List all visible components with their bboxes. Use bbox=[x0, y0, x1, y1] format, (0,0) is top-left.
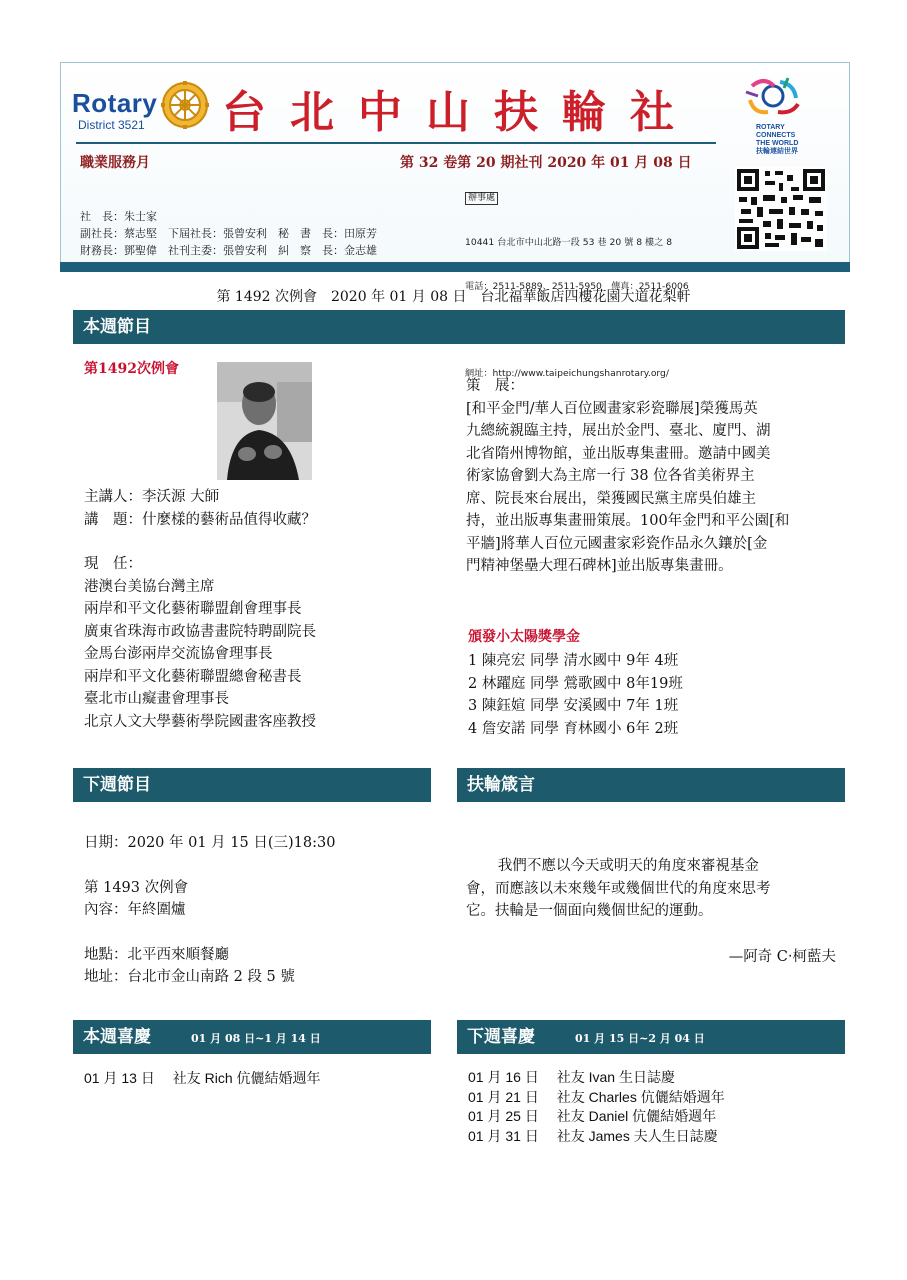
current-positions-label: 現 任： bbox=[84, 556, 142, 572]
next-meeting-venue: 地點：北平西來順餐廳 bbox=[84, 946, 229, 963]
rotary-wheel-icon bbox=[160, 80, 210, 130]
position-item: 臺北市山癡畫會理事長 bbox=[84, 691, 229, 707]
date-range: 01 月 08 日~1 月 14 日 bbox=[191, 1032, 321, 1045]
position-item: 兩岸和平文化藝術聯盟總會秘書長 bbox=[84, 668, 302, 685]
meeting-label: 第1492次例會 bbox=[84, 361, 179, 377]
scholarship-title: 頒發小太陽獎學金 bbox=[468, 629, 580, 645]
office-tag: 辦事處 bbox=[465, 192, 498, 205]
office-contact: 10441 台北市中山北路一段 53 巷 20 號 8 樓之 8 電話：2511-5889、2511-5950 傳真：2511-6006 網址：http://www.taipeichungshanrotary.org/ bbox=[465, 207, 689, 396]
speaker-name: 主講人：李沃源 大師 bbox=[84, 489, 220, 505]
next-meeting-number: 第 1493 次例會 bbox=[84, 879, 189, 896]
position-item: 港澳台美協台灣主席 bbox=[84, 578, 215, 595]
issue-line: 第 32 卷第 20 期社刊 2020 年 01 月 08 日 bbox=[400, 155, 692, 171]
rotary-wordmark: Rotary bbox=[72, 88, 158, 118]
list-item: 01 月 25 日 社友 Daniel 伉儷結婚週年 bbox=[468, 1108, 717, 1124]
club-title: 台北中山扶輪社 bbox=[222, 87, 698, 138]
meeting-info: 第 1492 次例會 2020 年 01 月 08 日 台北福華飯店四樓花園大道花梨軒 bbox=[216, 289, 691, 305]
this-week-section-bar: 本週節目 bbox=[73, 310, 845, 344]
next-week-celebrations-bar: 下週喜慶 01 月 15 日~2 月 04 日 bbox=[457, 1020, 845, 1054]
header-bottom-bar bbox=[60, 262, 850, 272]
speaker-info bbox=[84, 486, 424, 733]
website-link[interactable]: 網址：http://www.taipeichungshanrotary.org/ bbox=[465, 367, 669, 379]
next-week-details bbox=[84, 832, 424, 989]
next-meeting-address: 地址：台北市金山南路 2 段 5 號 bbox=[84, 969, 295, 985]
maxim-section-bar: 扶輪箴言 bbox=[457, 768, 845, 802]
curation-label: 策 展： bbox=[466, 378, 524, 394]
list-item: 01 月 16 日 社友 Ivan 生日誌慶 bbox=[468, 1069, 675, 1085]
list-item: 01 月 13 日 社友 Rich 伉儷結婚週年 bbox=[84, 1070, 321, 1086]
list-item: 01 月 31 日 社友 James 夫人生日誌慶 bbox=[468, 1127, 718, 1144]
position-item: 兩岸和平文化藝術聯盟創會理事長 bbox=[84, 601, 302, 617]
position-item: 北京人文大學藝術學院國畫客座教授 bbox=[84, 713, 316, 730]
position-item: 廣東省珠海市政協書畫院特聘副院長 bbox=[84, 623, 316, 640]
next-week-section-bar: 下週節目 bbox=[73, 768, 431, 802]
maxim-author: —阿奇 C‧柯藍夫 bbox=[728, 949, 836, 965]
list-item: 3 陳鈺媗 同學 安溪國中 7年 1班 bbox=[468, 698, 679, 714]
position-item: 金馬台澎兩岸交流協會理事長 bbox=[84, 646, 273, 662]
talk-topic: 講 題：什麼樣的藝術品值得收藏？ bbox=[84, 511, 316, 528]
list-item: 4 詹安諾 同學 育林國小 6年 2班 bbox=[468, 720, 679, 737]
rotary-connects-logo-icon bbox=[738, 74, 808, 124]
list-item: 1 陳亮宏 同學 清水國中 9年 4班 bbox=[468, 653, 679, 669]
scholarship-list bbox=[468, 650, 848, 740]
rotary-connects-text: ROTARY CONNECTS THE WORLD 扶輪連結世界 bbox=[756, 124, 799, 155]
next-meeting-date: 日期：2020 年 01 月 15 日(三)18:30 bbox=[84, 835, 336, 851]
this-week-celebrations-bar: 本週喜慶 01 月 08 日~1 月 14 日 bbox=[73, 1020, 431, 1054]
date-range: 01 月 15 日~2 月 04 日 bbox=[575, 1032, 705, 1045]
qr-code-icon bbox=[735, 167, 827, 251]
next-meeting-content: 內容：年終圍爐 bbox=[84, 902, 186, 918]
service-month: 職業服務月 bbox=[80, 155, 150, 171]
this-week-celebrations-list bbox=[84, 1068, 321, 1088]
header-divider bbox=[76, 142, 716, 144]
list-item: 2 林躍庭 同學 鶯歌國中 8年19班 bbox=[468, 675, 683, 692]
maxim-text: 我們不應以今天或明天的角度來審視基金 會，而應該以未來幾年或幾個世代的角度來思考 它。扶輪是一個面向幾個世紀的運動。 bbox=[466, 858, 771, 919]
district-label: District 3521 bbox=[78, 118, 145, 132]
speaker-photo bbox=[217, 362, 312, 480]
officers-list: 社 長：朱士家 副社長：蔡志堅 下屆社長：張曾安利 秘 書 長：田原芳 財務長：鄧聖偉 社刊主委：張曾安利 糾 察 長：金志雄 bbox=[80, 210, 377, 257]
curation-block: 策 展： [和平金門/華人百位國畫家彩瓷聯展]榮獲馬英 九總統親臨主持，展出於金門、臺北、廈門、湖 北省隋州博物館，並出版專集畫冊。邀請中國美 術家協會劉大為主席一行 38 位各省美術界主 席、院長來台展出，榮獲國民黨主席吳伯雄主 持，並出版專集畫冊策展。100年金門和平公園[和 平牆]將華人百位元國畫家彩瓷作品永久鑲於[金 門精神堡壘大理石碑林]並出版專集畫冊。 bbox=[466, 375, 846, 578]
list-item: 01 月 21 日 社友 Charles 伉儷結婚週年 bbox=[468, 1088, 725, 1105]
next-week-celebrations-list bbox=[468, 1068, 725, 1146]
